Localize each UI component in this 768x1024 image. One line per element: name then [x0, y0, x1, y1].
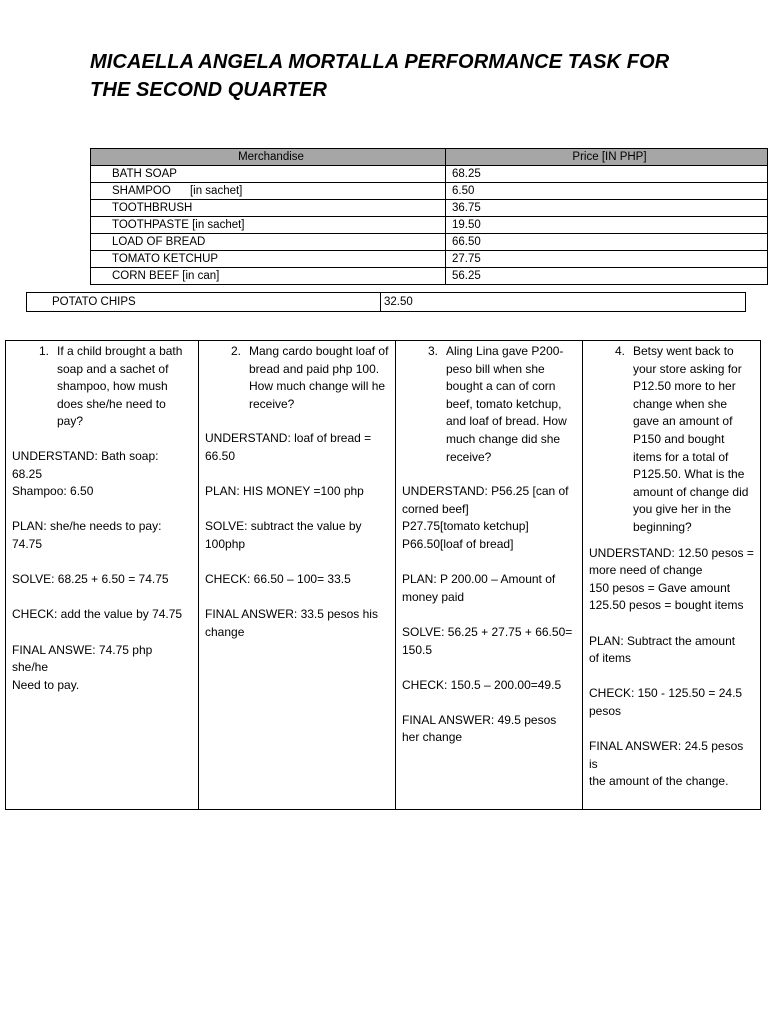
price-cell: 32.50	[384, 296, 413, 308]
text-line: FINAL ANSWE: 74.75 php	[12, 642, 153, 657]
text-line: SOLVE: subtract the value by	[205, 519, 362, 534]
item-cell: BATH SOAP	[91, 166, 446, 183]
check-block	[402, 677, 576, 695]
text-line: 100php	[205, 536, 246, 551]
text-line: FINAL ANSWER: 33.5 pesos his	[205, 607, 378, 622]
item-cell: SHAMPOO [in sachet]	[91, 183, 446, 200]
problem-number: 3.	[427, 344, 438, 358]
check-block	[12, 606, 192, 624]
solve-block	[12, 571, 192, 589]
text-line: 68.25	[12, 466, 43, 481]
problem-2	[198, 341, 395, 809]
final-answer-block	[589, 738, 754, 791]
text-line: 125.50 pesos = bought items	[589, 598, 744, 613]
text-line: corned beef]	[402, 501, 469, 516]
question-text: If a child brought a bath soap and a sachet of shampoo, how mush does she/he need to pay?	[57, 344, 183, 429]
solve-block	[402, 624, 576, 659]
text-line: UNDERSTAND: P56.25 [can of	[402, 484, 569, 499]
item-cell: LOAD OF BREAD	[91, 234, 446, 251]
table-row	[91, 251, 768, 268]
problem-number: 2.	[230, 344, 241, 358]
price-cell: 6.50	[446, 183, 768, 200]
problem-4	[582, 341, 760, 809]
problem-1	[6, 341, 198, 809]
text-line: CHECK: 66.50 – 100= 33.5	[205, 572, 351, 587]
potato-chips-row	[26, 292, 746, 312]
price-cell: 19.50	[446, 217, 768, 234]
plan-block	[589, 633, 754, 668]
text-line: pesos	[589, 703, 622, 718]
text-line: 150 pesos = Gave amount	[589, 580, 731, 595]
table-row	[91, 268, 768, 285]
document-title	[90, 48, 730, 104]
text-line: UNDERSTAND: Bath soap:	[12, 448, 159, 463]
title-line-1: MICAELLA ANGELA MORTALLA PERFORMANCE TASK FOR	[90, 51, 670, 73]
text-line: CHECK: 150 - 125.50 = 24.5	[589, 686, 743, 701]
plan-block	[402, 571, 576, 606]
item-cell: TOOTHPASTE [in sachet]	[91, 217, 446, 234]
check-block	[589, 685, 754, 720]
final-answer-block	[402, 712, 576, 747]
cell-divider	[380, 293, 381, 311]
item-cell: POTATO CHIPS	[52, 296, 136, 308]
problems-grid	[5, 340, 761, 810]
table-row	[91, 200, 768, 217]
plan-block	[205, 483, 389, 501]
understand-block	[589, 545, 754, 615]
text-line: SOLVE: 68.25 + 6.50 = 74.75	[12, 572, 169, 587]
problem-number: 4.	[614, 344, 625, 358]
price-cell: 68.25	[446, 166, 768, 183]
understand-block	[12, 448, 192, 501]
table-row	[91, 166, 768, 183]
plan-block	[12, 518, 192, 553]
price-cell: 56.25	[446, 268, 768, 285]
text-line: 74.75	[12, 536, 43, 551]
text-line: P66.50[loaf of bread]	[402, 536, 514, 551]
text-line: Need to pay.	[12, 677, 80, 692]
item-cell: TOMATO KETCHUP	[91, 251, 446, 268]
text-line: her change	[402, 730, 463, 745]
text-line: 150.5	[402, 642, 433, 657]
title-line-2: THE SECOND QUARTER	[90, 79, 328, 101]
check-block	[205, 571, 389, 589]
text-line: she/he	[12, 660, 49, 675]
text-line: more need of change	[589, 563, 703, 578]
text-line: change	[205, 624, 245, 639]
solve-block	[205, 518, 389, 553]
question-text: Aling Lina gave P200-peso bill when she bought a can of corn beef, tomato ketchup, and loaf of bread. How much change did she receive?	[446, 344, 567, 464]
price-cell: 27.75	[446, 251, 768, 268]
problem-question	[589, 343, 754, 537]
table-row	[91, 234, 768, 251]
understand-block	[402, 483, 576, 553]
question-text: Betsy went back to your store asking for P12.50 more to her change when she gave an amount of P150 and bought items for a total of P125.50. What is the amount of change did you give her in the beginning?	[633, 344, 749, 534]
problem-number: 1.	[38, 344, 49, 358]
header-merchandise: Merchandise	[91, 149, 446, 166]
problem-question	[205, 343, 389, 413]
text-line: SOLVE: 56.25 + 27.75 + 66.50=	[402, 624, 573, 639]
text-line: Shampoo: 6.50	[12, 484, 94, 499]
text-line: PLAN: Subtract the amount	[589, 633, 736, 648]
final-answer-block	[205, 606, 389, 641]
text-line: UNDERSTAND: loaf of bread =	[205, 431, 372, 446]
text-line: PLAN: HIS MONEY =100 php	[205, 484, 364, 499]
price-table-header	[91, 149, 768, 166]
table-row	[91, 217, 768, 234]
header-price: Price [IN PHP]	[446, 149, 768, 166]
text-line: FINAL ANSWER: 24.5 pesos is	[589, 739, 744, 771]
text-line: money paid	[402, 589, 465, 604]
problem-question	[12, 343, 192, 431]
table-row	[91, 183, 768, 200]
price-cell: 66.50	[446, 234, 768, 251]
text-line: PLAN: she/he needs to pay:	[12, 519, 162, 534]
text-line: 66.50	[205, 448, 236, 463]
text-line: FINAL ANSWER: 49.5 pesos	[402, 712, 557, 727]
text-line: PLAN: P 200.00 – Amount of	[402, 572, 556, 587]
text-line: P27.75[tomato ketchup]	[402, 519, 529, 534]
price-cell: 36.75	[446, 200, 768, 217]
item-cell: TOOTHBRUSH	[91, 200, 446, 217]
text-line: of items	[589, 651, 632, 666]
understand-block	[205, 430, 389, 465]
problem-3	[395, 341, 582, 809]
final-answer-block	[12, 642, 192, 695]
question-text: Mang cardo bought loaf of bread and paid php 100. How much change will he receive?	[249, 344, 389, 411]
price-table	[90, 148, 768, 285]
text-line: CHECK: add the value by 74.75	[12, 607, 183, 622]
text-line: CHECK: 150.5 – 200.00=49.5	[402, 677, 562, 692]
text-line: the amount of the change.	[589, 774, 729, 789]
item-cell: CORN BEEF [in can]	[91, 268, 446, 285]
text-line: UNDERSTAND: 12.50 pesos =	[589, 545, 754, 560]
problem-question	[402, 343, 576, 466]
